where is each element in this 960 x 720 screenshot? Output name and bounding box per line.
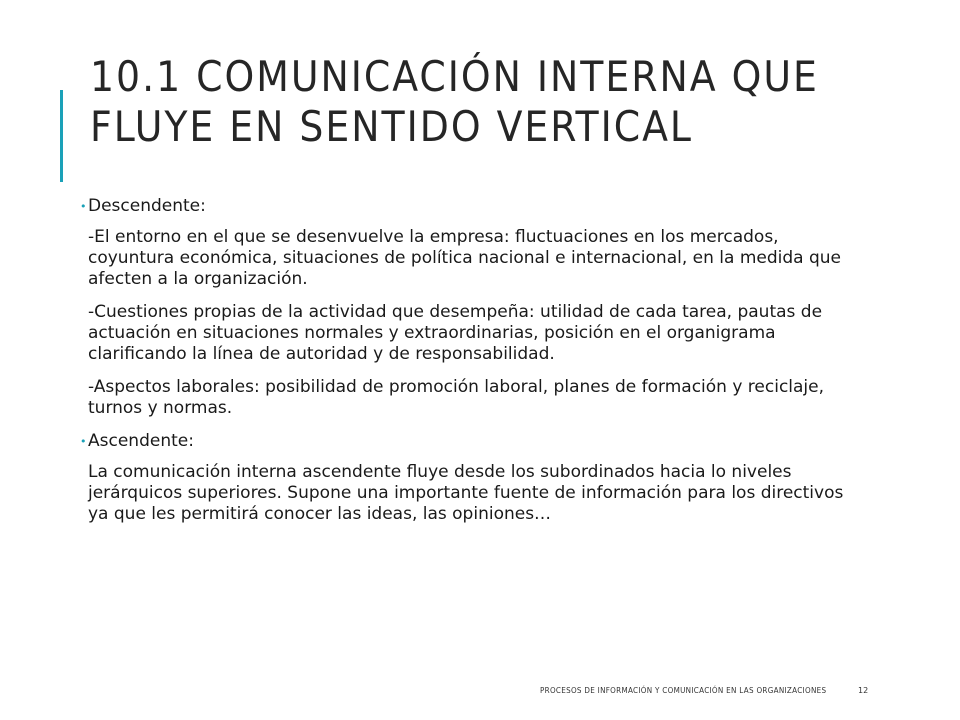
paragraph-aspectos: -Aspectos laborales: posibilidad de promoción laboral, planes de formación y reciclaje, turnos y normas. bbox=[88, 377, 825, 418]
slide-title-line-2: FLUYE EN SENTIDO VERTICAL bbox=[90, 102, 693, 151]
bullet-dot-icon: • bbox=[80, 435, 87, 448]
bullet-label: Descendente: bbox=[88, 196, 206, 216]
bullet-label: Ascendente: bbox=[88, 431, 194, 451]
bullet-dot-icon: • bbox=[80, 200, 87, 213]
paragraph-cuestiones: -Cuestiones propias de la actividad que desempeña: utilidad de cada tarea, pautas de actuación en situaciones normales y extraordinarias, posición en el organigrama clarificando la línea de autoridad y de responsabilidad. bbox=[88, 302, 823, 364]
paragraph-entorno: -El entorno en el que se desenvuelve la empresa: fluctuaciones en los mercados, coyuntura económica, situaciones de política nacional e internacional, en la medida que afecten a la organización. bbox=[88, 227, 841, 289]
paragraph-ascendente: La comunicación interna ascendente fluye desde los subordinados hacia lo niveles jerárquicos superiores. Supone una importante fuente de información para los directivos ya que les permitirá conocer las ideas, las opiniones… bbox=[88, 462, 844, 524]
slide-title-line-1: 10.1 COMUNICACIÓN INTERNA QUE bbox=[90, 52, 819, 101]
bullet-ascendente bbox=[80, 431, 848, 452]
slide-content bbox=[80, 196, 848, 537]
slide-footer: PROCESOS DE INFORMACIÓN Y COMUNICACIÓN EN LAS ORGANIZACIONES bbox=[540, 686, 827, 695]
title-accent-bar bbox=[60, 90, 63, 182]
bullet-descendente bbox=[80, 196, 848, 217]
slide-title bbox=[90, 52, 910, 152]
page-number: 12 bbox=[858, 686, 869, 695]
